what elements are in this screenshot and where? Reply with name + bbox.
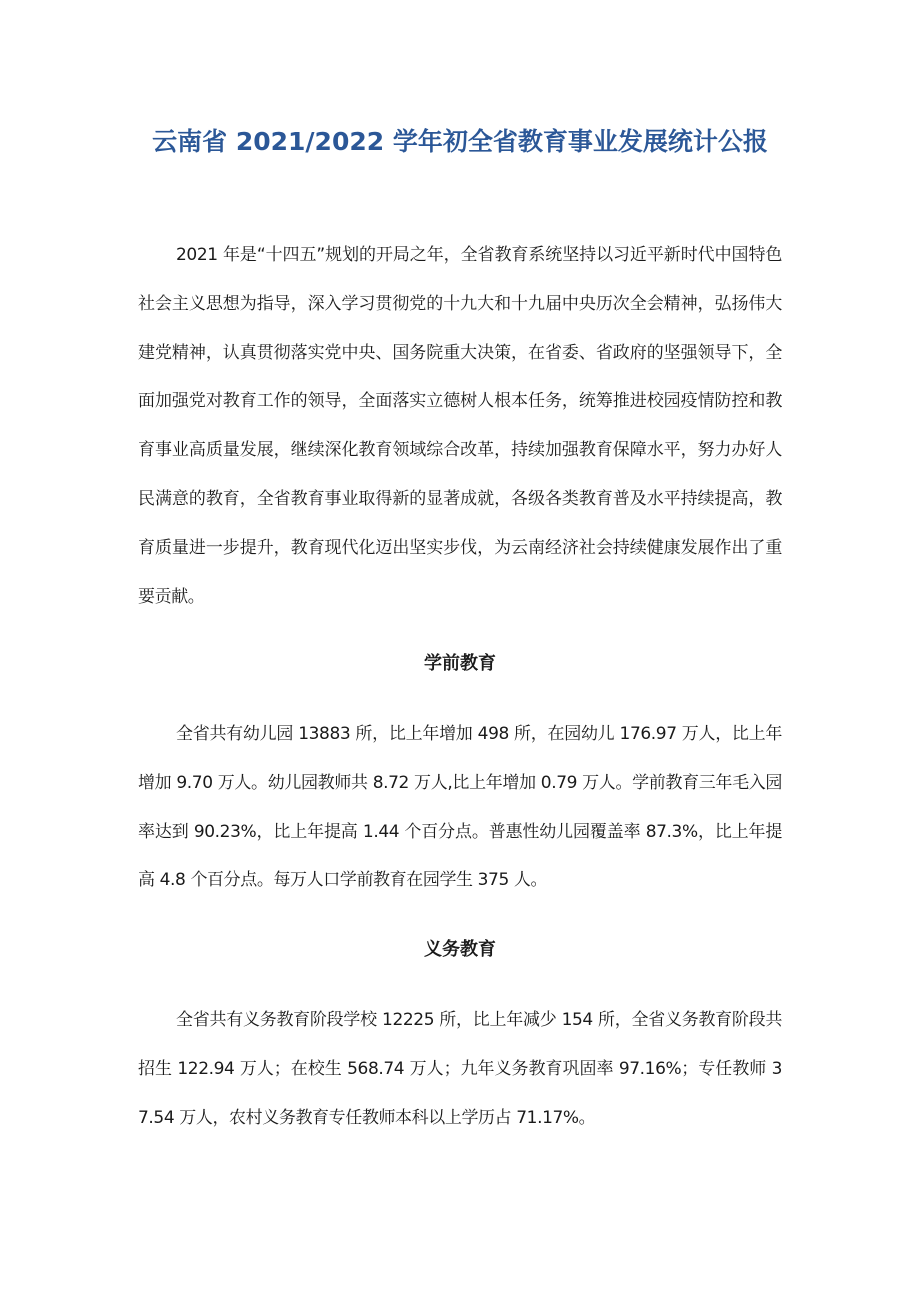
section-heading-preschool: 学前教育 [424, 653, 496, 674]
intro-paragraph: 2021 年是“十四五”规划的开局之年，全省教育系统坚持以习近平新时代中国特色社会主义思想为指导，深入学习贯彻党的十九大和十九届中央历次全会精神，弘扬伟大建党精神，认真贯彻落实党中央、国务院重大决策，在省委、省政府的坚强领导下，全面加强党对教育工作的领导，全面落实立德树人根本任务，统筹推进校园疫情防控和教育事业高质量发展，继续深化教育领域综合改革，持续加强教育保障水平，努力办好人民满意的教育，全省教育事业取得新的显著成就，各级各类教育普及水平持续提高，教育质量进一步提升，教育现代化迈出坚实步伐，为云南经济社会持续健康发展作出了重要贡献。 [138, 245, 782, 607]
section-body-compulsory: 全省共有义务教育阶段学校 12225 所，比上年减少 154 所，全省义务教育阶段共招生 122.94 万人；在校生 568.74 万人；九年义务教育巩固率 97.16%；专任教师 37.54 万人，农村义务教育专任教师本科以上学历占 71.17%。 [138, 1010, 782, 1128]
section-heading-compulsory: 义务教育 [424, 939, 496, 960]
document-title: 云南省 2021/2022 学年初全省教育事业发展统计公报 [152, 127, 768, 156]
section-body-preschool: 全省共有幼儿园 13883 所，比上年增加 498 所，在园幼儿 176.97 万人，比上年增加 9.70 万人。幼儿园教师共 8.72 万人,比上年增加 0.79 万人。学前教育三年毛入园率达到 90.23%，比上年提高 1.44 个百分点。普惠性幼儿园覆盖率 87.3%，比上年提高 4.8 个百分点。每万人口学前教育在园学生 375 人。 [138, 724, 782, 891]
